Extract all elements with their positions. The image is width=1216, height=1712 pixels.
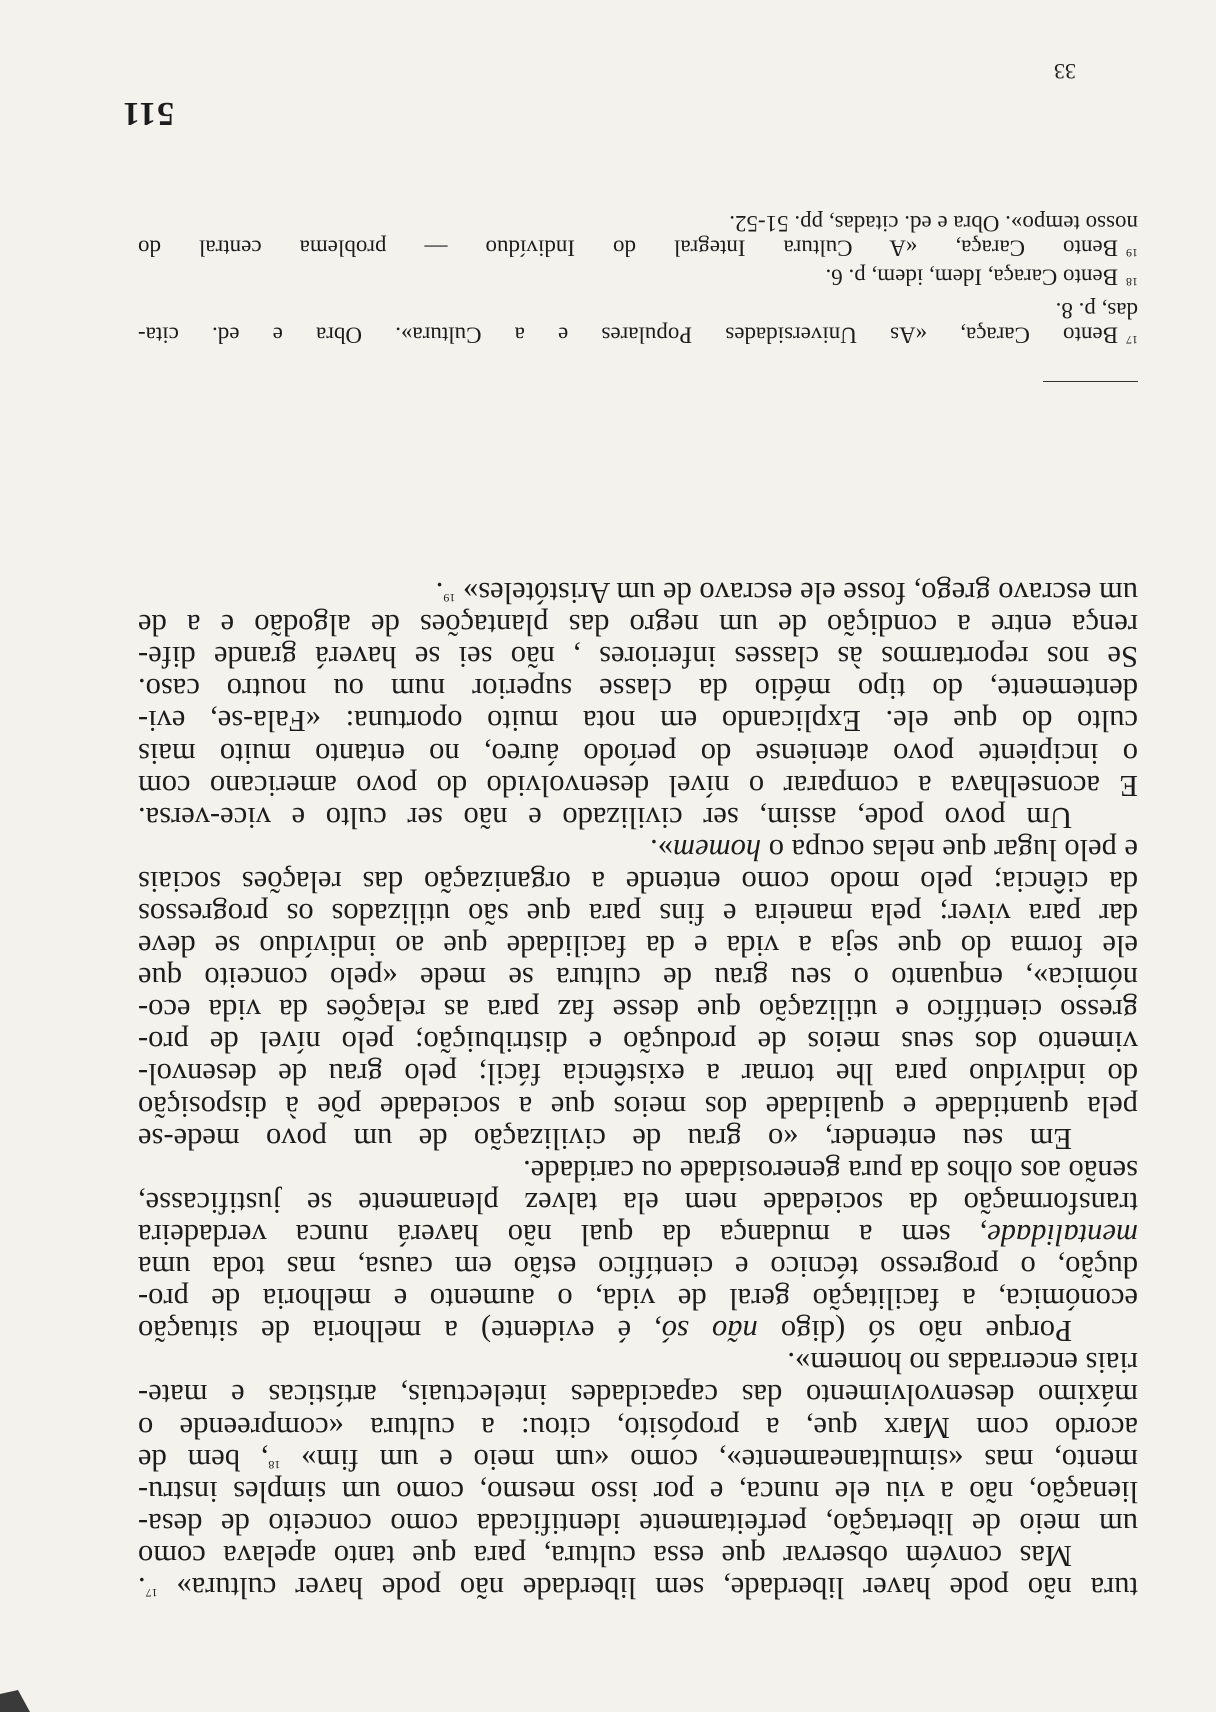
body-line: máximo desenvolvimento das capacidades intelectuais, artísticas e mate- xyxy=(138,1378,1138,1413)
page-number: 511 xyxy=(121,95,174,132)
body-line: Um povo pode, assim, ser civilizado e não ser culto e vice-versa. xyxy=(138,800,1072,835)
body-line: do indivíduo para lhe tornar a existência fácil; pelo grau de desenvol- xyxy=(138,1057,1138,1092)
body-line: gresso científico e utilização que desse faz para as relações da vida eco- xyxy=(138,993,1138,1028)
body-line: vimento dos seus meios de produção e distribuição; pelo nível de pro- xyxy=(138,1025,1138,1060)
body-line: Mas convém observar que essa cultura, para que tanto apelava como xyxy=(138,1538,1072,1573)
body-line: da ciência; pelo modo como entende a organização das relações sociais xyxy=(138,864,1138,899)
body-line: Porque não só (digo não só, é evidente) a melhoria de situação xyxy=(138,1314,1072,1349)
footnote: $^{17}$Bento Caraça, «As Universidades Populares e a Cultura». Obra e ed. cita- xyxy=(138,322,1138,348)
footnote: $^{18}$Bento Caraça, Idem, idem, p. 6. xyxy=(825,264,1138,290)
scan-corner-mark xyxy=(0,1690,30,1712)
body-line: rença entre a condição de um negro das plantações de algodão e a de xyxy=(138,608,1138,643)
footnote-continuation: nosso tempo». Obra e ed. citadas, pp. 51-52. xyxy=(729,211,1138,236)
body-line: riais encerradas no homem». xyxy=(787,1346,1138,1381)
body-text xyxy=(138,577,1138,1604)
body-line: culto do que ele. Explicando em nota muito oportuna: «Fala-se, evi- xyxy=(138,704,1138,739)
body-line: dentemente, do tipo médio da classe superior num ou noutro caso. xyxy=(138,672,1138,707)
body-line: ele forma do que seja a vida e da facilidade que ao indivíduo se deve xyxy=(138,929,1138,964)
body-line: dar para viver; pela maneira e fins para que são utilizados os progressos xyxy=(138,897,1138,932)
body-line: Em seu entender, «o grau de civilização de um povo mede-se xyxy=(138,1121,1072,1156)
footnote: $^{19}$Bento Caraça, «A Cultura Integral do Indivíduo — problema central do xyxy=(138,235,1138,261)
body-line: e pelo lugar que nelas ocupa o homem». xyxy=(650,832,1138,867)
body-line: mentalidade, sem a mudança da qual não haverá nunca verdadeira xyxy=(138,1217,1138,1252)
signature-mark: 33 xyxy=(1054,59,1076,84)
body-line: o incipiente povo ateniense do período áureo, no entanto muito mais xyxy=(138,736,1138,771)
body-line: Se nos reportarmos às classes inferiores , não sei se haverá grande dife- xyxy=(138,640,1138,675)
body-line: senão aos olhos da pura generosidade ou caridade. xyxy=(523,1153,1138,1188)
body-line: acordo com Marx que, a propósito, citou: a cultura «compreende o xyxy=(138,1410,1138,1445)
body-line: transformação da sociedade nem ela talvez plenamente se justificasse, xyxy=(138,1185,1138,1220)
body-line: lienação, não a viu ele nunca, e por isso mesmo, como um simples instru- xyxy=(138,1474,1138,1509)
body-line: um meio de libertação, perfeitamente identificada como conceito de desa- xyxy=(138,1506,1138,1541)
body-line: económica, a facilitação geral de vida, o aumento e melhoria de pro- xyxy=(138,1282,1138,1317)
body-line: pela quantidade e qualidade dos meios que a sociedade põe à disposição xyxy=(138,1089,1138,1124)
footnote-divider xyxy=(1043,381,1138,382)
body-line: nómica», enquanto o seu grau de cultura se mede «pelo conceito que xyxy=(138,961,1138,996)
footnote-continuation: das, p. 8. xyxy=(1055,298,1138,323)
body-line: mento, mas «simultaneamente», como «um meio e um fim» $^{18}$, bem de xyxy=(138,1442,1138,1477)
body-line: E aconselhava a comparar o nível desenvolvido do povo americano com xyxy=(138,768,1138,803)
footnotes xyxy=(138,209,1138,354)
body-line: dução, o progresso técnico e científico estão em causa, mas toda uma xyxy=(138,1250,1138,1285)
body-line: um escravo grego, fosse ele escravo de um Aristóteles» $^{19}$. xyxy=(435,576,1138,611)
body-line: tura não pode haver liberdade, sem liberdade não pode haver cultura» $^{17}$. xyxy=(138,1571,1138,1605)
